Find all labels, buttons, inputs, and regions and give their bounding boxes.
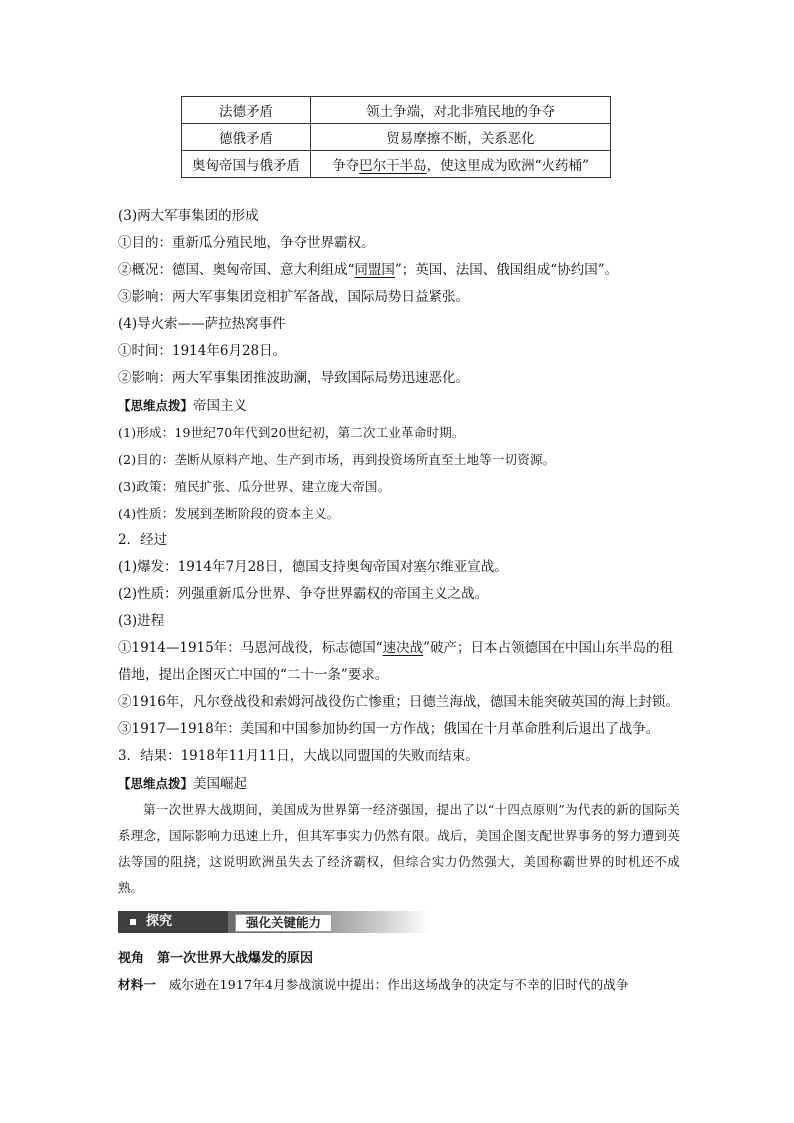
- section-title: (3)进程: [118, 613, 165, 629]
- paragraph: [118, 635, 680, 689]
- section-title: (3)两大军事集团的形成: [118, 208, 259, 224]
- paragraph-line: ②1916年，凡尔登战役和索姆河战役伤亡惨重；日德兰海战，德国未能突破英国的海上封锁。: [118, 694, 679, 710]
- table-row: [182, 97, 611, 124]
- section-title: 2．经过: [118, 532, 168, 548]
- banner-left-text: 探究: [146, 914, 173, 929]
- underlined-term: 速决战: [382, 640, 424, 656]
- paragraph-line: ③1917—1918年：美国和中国参加协约国一方作战；俄国在十月革命胜利后退出了战争。: [118, 721, 660, 737]
- perspective-heading: 视角 第一次世界大战爆发的原因: [118, 951, 314, 966]
- text-part: ①1914—1915年：马恩河战役，标志德国“: [118, 640, 383, 656]
- paragraph-line: ①目的：重新瓜分殖民地，争夺世界霸权。: [118, 235, 375, 251]
- text-part: ”破产；日本占领德国在中国山东半岛的租借地，提出企图灭亡中国的“二十一条”要求。: [118, 640, 674, 683]
- underlined-term: 同盟国: [354, 262, 395, 278]
- conflicts-table: [181, 96, 611, 178]
- tip-item: (3)政策：殖民扩张、瓜分世界、建立庞大帝国。: [118, 479, 391, 494]
- paragraph-line: (2)性质：列强重新瓜分世界、争夺世界霸权的帝国主义之战。: [118, 586, 489, 602]
- table-row: [182, 124, 611, 151]
- paragraph-line: ①时间：1914年6月28日。: [118, 343, 287, 359]
- tip-item: (4)性质：发展到垄断阶段的资本主义。: [118, 506, 340, 521]
- banner-label: [118, 911, 228, 933]
- tip-title: 帝国主义: [193, 398, 248, 414]
- table-row: [182, 151, 611, 178]
- paragraph-line: ②影响：两大军事集团推波助澜，导致国际局势迅速恶化。: [118, 370, 469, 386]
- square-icon: [130, 919, 136, 925]
- table-cell-name: 德俄矛盾: [182, 124, 311, 151]
- tip-tag: 【思维点拨】: [118, 398, 194, 413]
- material-line: [118, 972, 680, 998]
- text-part: ②概况：德国、奥匈帝国、意大利组成“: [118, 262, 355, 278]
- material-label: 材料一: [118, 977, 157, 992]
- text-part: ”；英国、法国、俄国组成“协约国”。: [394, 262, 619, 278]
- tip-item: (2)目的：垄断从原料产地、生产到市场，再到投资场所直至土地等一切资源。: [118, 452, 556, 467]
- paragraph-line: (1)爆发：1914年7月28日，德国支持奥匈帝国对塞尔维亚宣战。: [118, 559, 508, 575]
- table-cell-desc: 贸易摩擦不断，关系恶化: [311, 124, 611, 151]
- table-cell-name: 奥匈帝国与俄矛盾: [182, 151, 311, 178]
- document-body: [118, 203, 680, 998]
- tip-title: 美国崛起: [193, 776, 248, 792]
- table-cell-desc: [311, 151, 611, 178]
- tip-header: [118, 392, 680, 419]
- tip-paragraph: 第一次世界大战期间，美国成为世界第一经济强国，提出了以“十四点原则”为代表的新的国际关系理念，国际影响力迅速上升，但其军事实力仍然有限。战后，美国企图支配世界事务的努力遭到英法等国的阻挠，这说明欧洲虽失去了经济霸权，但综合实力仍然强大，美国称霸世界的时机还不成熟。: [118, 802, 680, 895]
- material-text: 威尔逊在1917年4月参战演说中提出：作出这场战争的决定与不幸的旧时代的战争: [168, 977, 629, 992]
- paragraph-line: [118, 257, 680, 284]
- explore-banner: [118, 911, 430, 933]
- table-cell-desc: 领土争端，对北非殖民地的争夺: [311, 97, 611, 124]
- tip-header: [118, 770, 680, 797]
- underlined-term: 巴尔干半岛: [359, 158, 427, 174]
- text-part: 争夺: [332, 158, 360, 174]
- banner-subtitle: 强化关键能力: [235, 914, 332, 932]
- section-title: 3．结果：1918年11月11日，大战以同盟国的失败而结束。: [118, 748, 479, 764]
- text-part: ，使这里成为欧洲“火药桶”: [426, 158, 589, 174]
- section-title: (4)导火索——萨拉热窝事件: [118, 316, 286, 332]
- tip-tag: 【思维点拨】: [118, 776, 194, 791]
- table-cell-name: 法德矛盾: [182, 97, 311, 124]
- tip-item: (1)形成：19世纪70年代到20世纪初，第二次工业革命时期。: [118, 425, 465, 440]
- paragraph-line: ③影响：两大军事集团竞相扩军备战，国际局势日益紧张。: [118, 289, 469, 305]
